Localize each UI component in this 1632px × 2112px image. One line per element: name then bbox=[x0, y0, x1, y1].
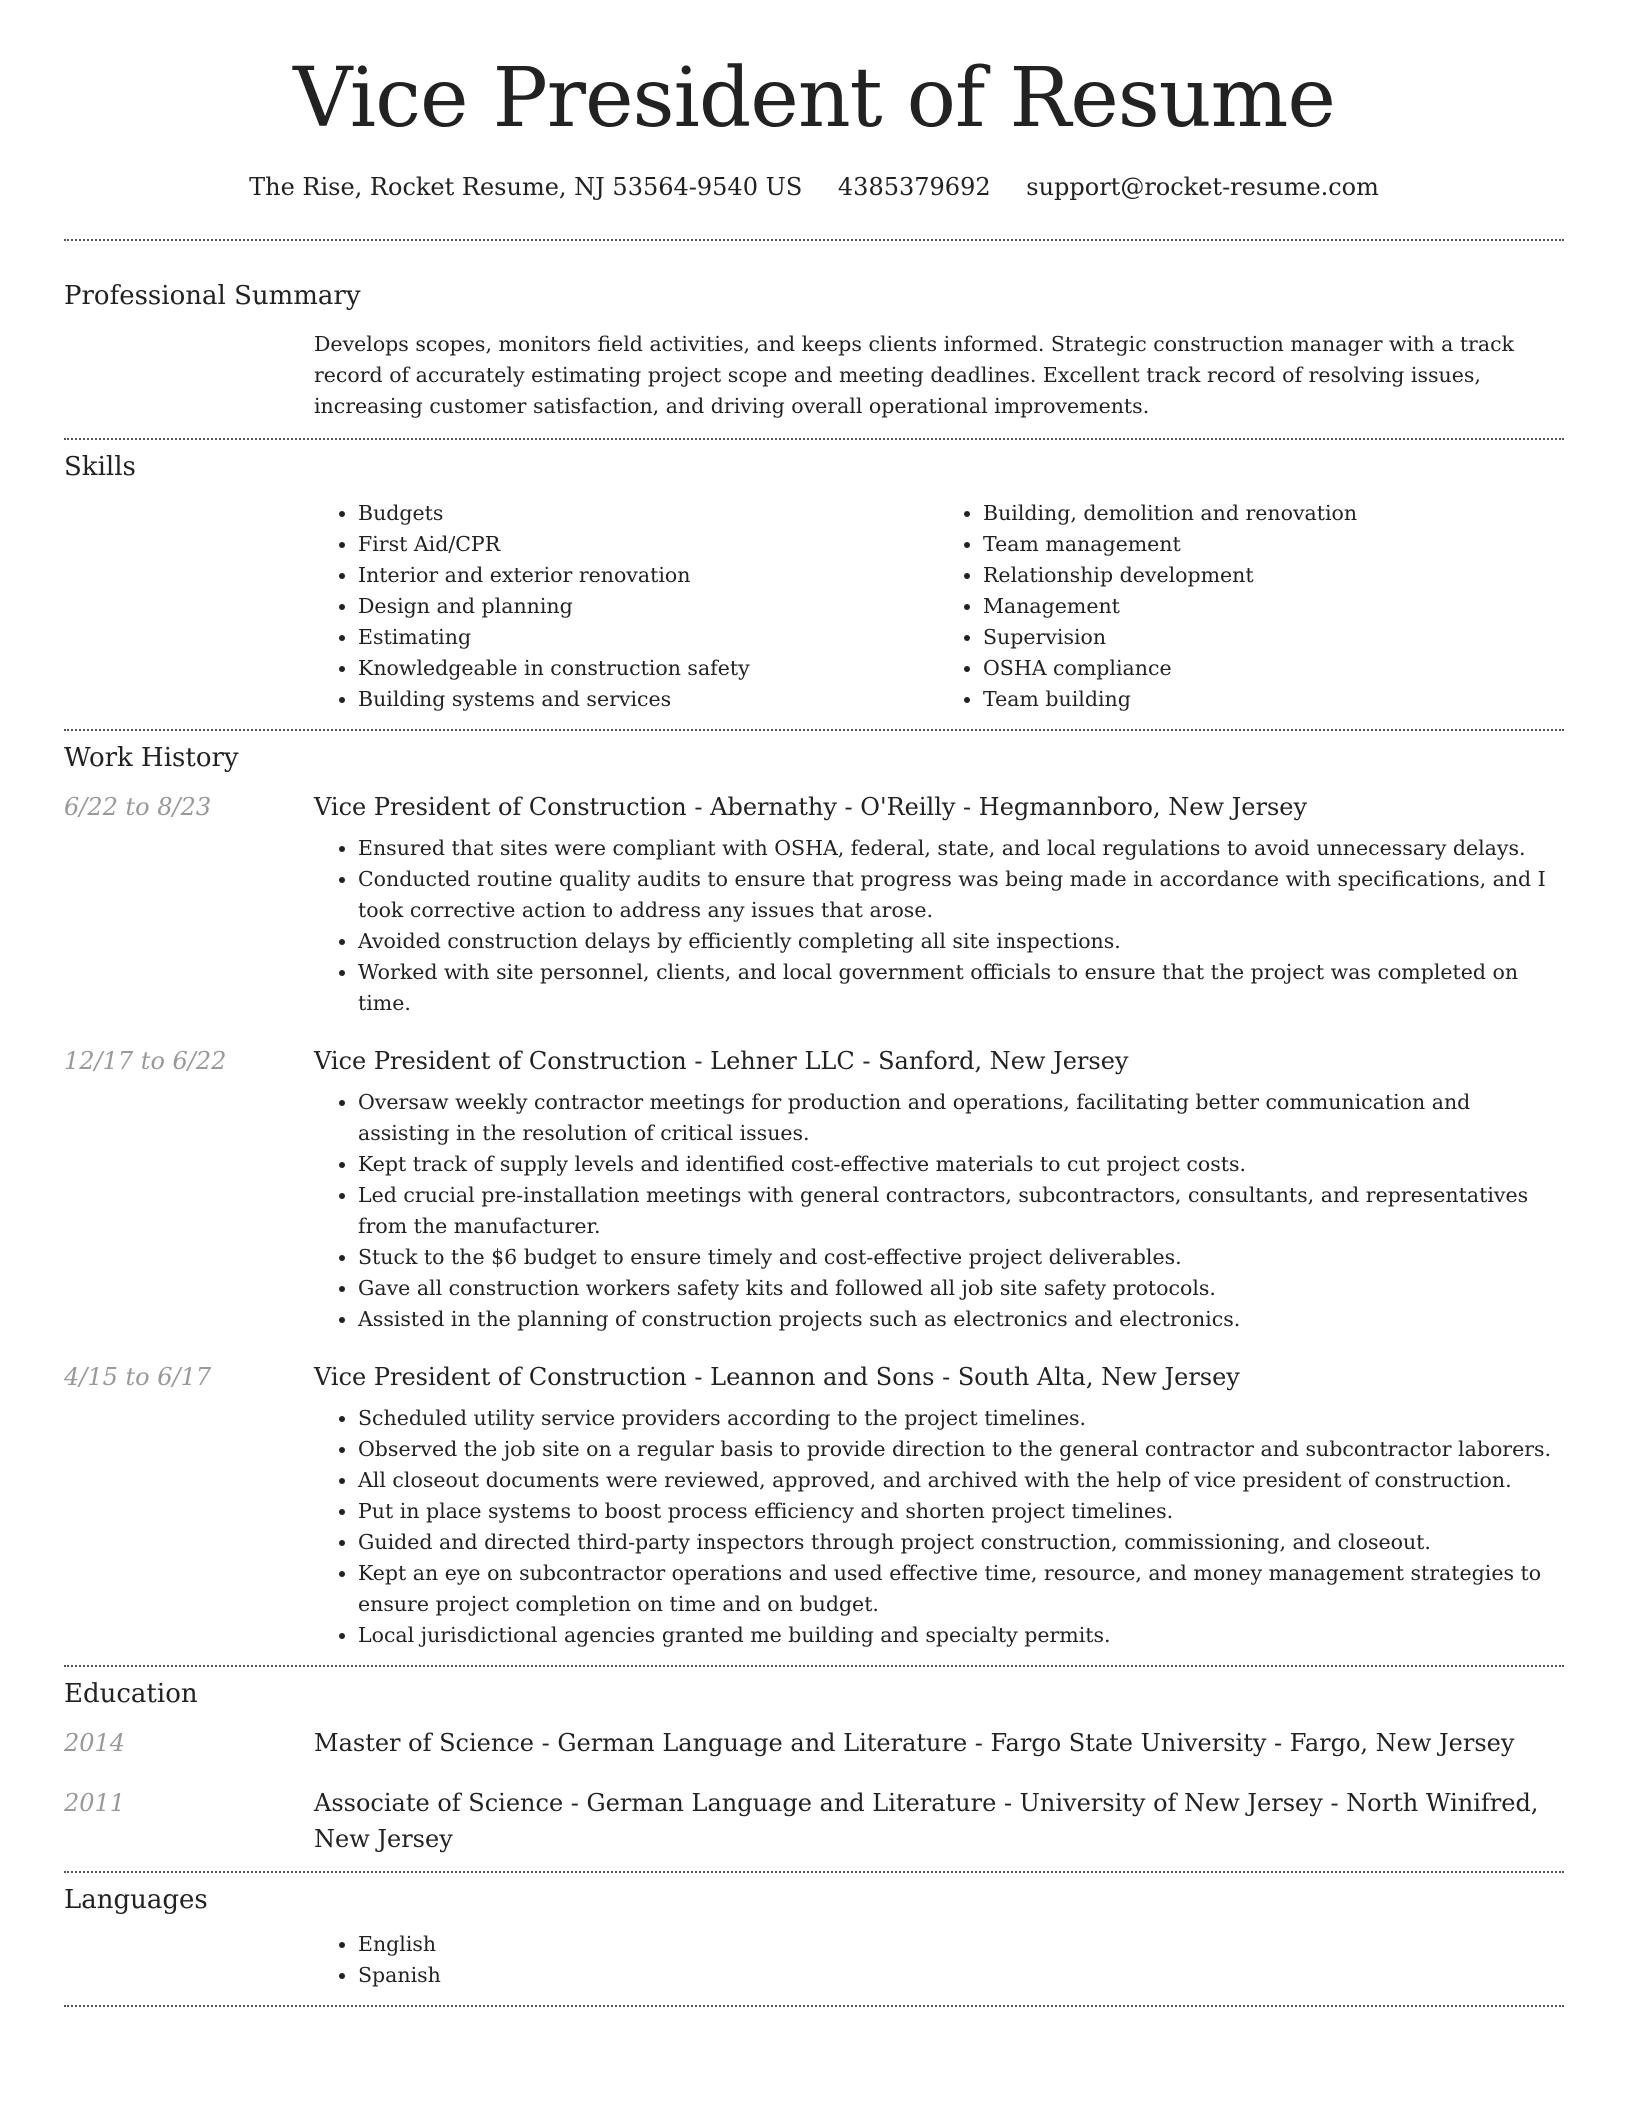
job-heading bbox=[314, 1043, 1564, 1079]
job-bullets bbox=[314, 833, 1564, 1019]
job-bullet: • Conducted routine quality audits to ensure that progress was being made in accordance with specifications, and I took corrective action to address any issues that arose. bbox=[358, 864, 1564, 926]
education-year: 2014 bbox=[64, 1729, 126, 1758]
skill-item: • OSHA compliance bbox=[983, 653, 1564, 684]
job-bullet: • Guided and directed third-party inspectors through project construction, commissioning, and closeout. bbox=[358, 1527, 1564, 1558]
job-details bbox=[314, 1359, 1564, 1651]
job-dates: 4/15 to 6/17 bbox=[64, 1363, 212, 1392]
divider bbox=[64, 239, 1564, 241]
skill-item: • Supervision bbox=[983, 622, 1564, 653]
job-bullet: • Worked with site personnel, clients, and local government officials to ensure that the project was completed on time. bbox=[358, 957, 1564, 1019]
email: support@rocket-resume.com bbox=[1026, 173, 1379, 201]
skill-item: • Building systems and services bbox=[358, 684, 939, 715]
job-bullets bbox=[314, 1087, 1564, 1335]
divider bbox=[64, 729, 1564, 731]
job-dates: 6/22 to 8/23 bbox=[64, 793, 212, 822]
job-bullet: • Local jurisdictional agencies granted me building and specialty permits. bbox=[358, 1620, 1564, 1651]
job-role: Vice President of Construction bbox=[314, 1047, 687, 1076]
skills-title: Skills bbox=[64, 452, 136, 483]
job-bullet: • Assisted in the planning of construction projects such as electronics and electronics. bbox=[358, 1304, 1564, 1335]
divider bbox=[64, 1665, 1564, 1667]
education-title: Education bbox=[64, 1679, 198, 1710]
education-degree: Master of Science bbox=[314, 1729, 534, 1758]
education-details bbox=[314, 1785, 1564, 1857]
job-dates: 12/17 to 6/22 bbox=[64, 1047, 227, 1076]
skill-item: • Interior and exterior renovation bbox=[358, 560, 939, 591]
job-heading bbox=[314, 789, 1564, 825]
job-bullet: • Led crucial pre-installation meetings with general contractors, subcontractors, consultants, and representatives from the manufacturer. bbox=[358, 1180, 1564, 1242]
divider bbox=[64, 438, 1564, 440]
job-company-location: - Lehner LLC - Sanford, New Jersey bbox=[686, 1047, 1129, 1076]
summary-title: Professional Summary bbox=[64, 281, 361, 312]
phone: 4385379692 bbox=[837, 173, 991, 201]
skill-item: • Design and planning bbox=[358, 591, 939, 622]
job-entry bbox=[64, 1359, 1564, 1651]
skill-item: • Estimating bbox=[358, 622, 939, 653]
skill-item: • First Aid/CPR bbox=[358, 529, 939, 560]
education-year: 2011 bbox=[64, 1789, 126, 1818]
job-entry bbox=[64, 1043, 1564, 1335]
work-title: Work History bbox=[64, 743, 239, 774]
divider bbox=[64, 2005, 1564, 2007]
job-bullet: • Kept an eye on subcontractor operations and used effective time, resource, and money management strategies to ensure project completion on time and on budget. bbox=[358, 1558, 1564, 1620]
skills-column-left bbox=[314, 498, 939, 715]
skill-item: • Team building bbox=[983, 684, 1564, 715]
job-role: Vice President of Construction bbox=[314, 1363, 687, 1392]
skill-item: • Budgets bbox=[358, 498, 939, 529]
education-list bbox=[64, 1725, 1564, 1857]
job-heading bbox=[314, 1359, 1564, 1395]
job-bullet: • Ensured that sites were compliant with OSHA, federal, state, and local regulations to avoid unnecessary delays. bbox=[358, 833, 1564, 864]
contact-line bbox=[64, 172, 1564, 203]
job-role: Vice President of Construction bbox=[314, 793, 687, 822]
education-entry bbox=[64, 1785, 1564, 1857]
job-company-location: - Leannon and Sons - South Alta, New Jersey bbox=[686, 1363, 1240, 1392]
job-bullets bbox=[314, 1403, 1564, 1651]
education-school: - German Language and Literature - Fargo State University - Fargo, New Jersey bbox=[533, 1729, 1515, 1758]
job-bullet: • Scheduled utility service providers according to the project timelines. bbox=[358, 1403, 1564, 1434]
work-history-list bbox=[64, 789, 1564, 1651]
skill-item: • Building, demolition and renovation bbox=[983, 498, 1564, 529]
education-degree: Associate of Science bbox=[314, 1789, 564, 1818]
job-company-location: - Abernathy - O'Reilly - Hegmannboro, New Jersey bbox=[686, 793, 1308, 822]
job-bullet: • Oversaw weekly contractor meetings for production and operations, facilitating better communication and assisting in the resolution of critical issues. bbox=[358, 1087, 1564, 1149]
job-bullet: • Stuck to the $6 budget to ensure timely and cost-effective project deliverables. bbox=[358, 1242, 1564, 1273]
job-bullet: • Kept track of supply levels and identified cost-effective materials to cut project costs. bbox=[358, 1149, 1564, 1180]
skill-item: • Knowledgeable in construction safety bbox=[358, 653, 939, 684]
skill-item: • Team management bbox=[983, 529, 1564, 560]
job-bullet: • Put in place systems to boost process efficiency and shorten project timelines. bbox=[358, 1496, 1564, 1527]
job-entry bbox=[64, 789, 1564, 1019]
resume-name: Vice President of Resume bbox=[293, 51, 1335, 146]
education-details bbox=[314, 1725, 1564, 1761]
languages-list bbox=[314, 1929, 1564, 1991]
languages-title: Languages bbox=[64, 1885, 208, 1916]
job-details bbox=[314, 789, 1564, 1019]
job-bullet: • Gave all construction workers safety kits and followed all job site safety protocols. bbox=[358, 1273, 1564, 1304]
skills-column-right bbox=[939, 498, 1564, 715]
education-entry bbox=[64, 1725, 1564, 1761]
skill-item: • Relationship development bbox=[983, 560, 1564, 591]
address: The Rise, Rocket Resume, NJ 53564-9540 US bbox=[249, 173, 803, 201]
language-item: • English bbox=[358, 1929, 1564, 1960]
summary-text: Develops scopes, monitors field activities, and keeps clients informed. Strategic construction manager with a track record of accurately estimating project scope and meeting deadlines. Excellent track record of resolving issues, increasing customer satisfaction, and driving overall operational improvements. bbox=[314, 332, 1514, 419]
job-bullet: • Avoided construction delays by efficiently completing all site inspections. bbox=[358, 926, 1564, 957]
job-bullet: • All closeout documents were reviewed, approved, and archived with the help of vice president of construction. bbox=[358, 1465, 1564, 1496]
job-details bbox=[314, 1043, 1564, 1335]
education-school: - German Language and Literature - University of New Jersey - North Winifred, New Jersey bbox=[314, 1789, 1539, 1854]
skills-list bbox=[314, 498, 1564, 715]
language-item: • Spanish bbox=[358, 1960, 1564, 1991]
divider bbox=[64, 1871, 1564, 1873]
skill-item: • Management bbox=[983, 591, 1564, 622]
job-bullet: • Observed the job site on a regular basis to provide direction to the general contractor and subcontractor laborers. bbox=[358, 1434, 1564, 1465]
